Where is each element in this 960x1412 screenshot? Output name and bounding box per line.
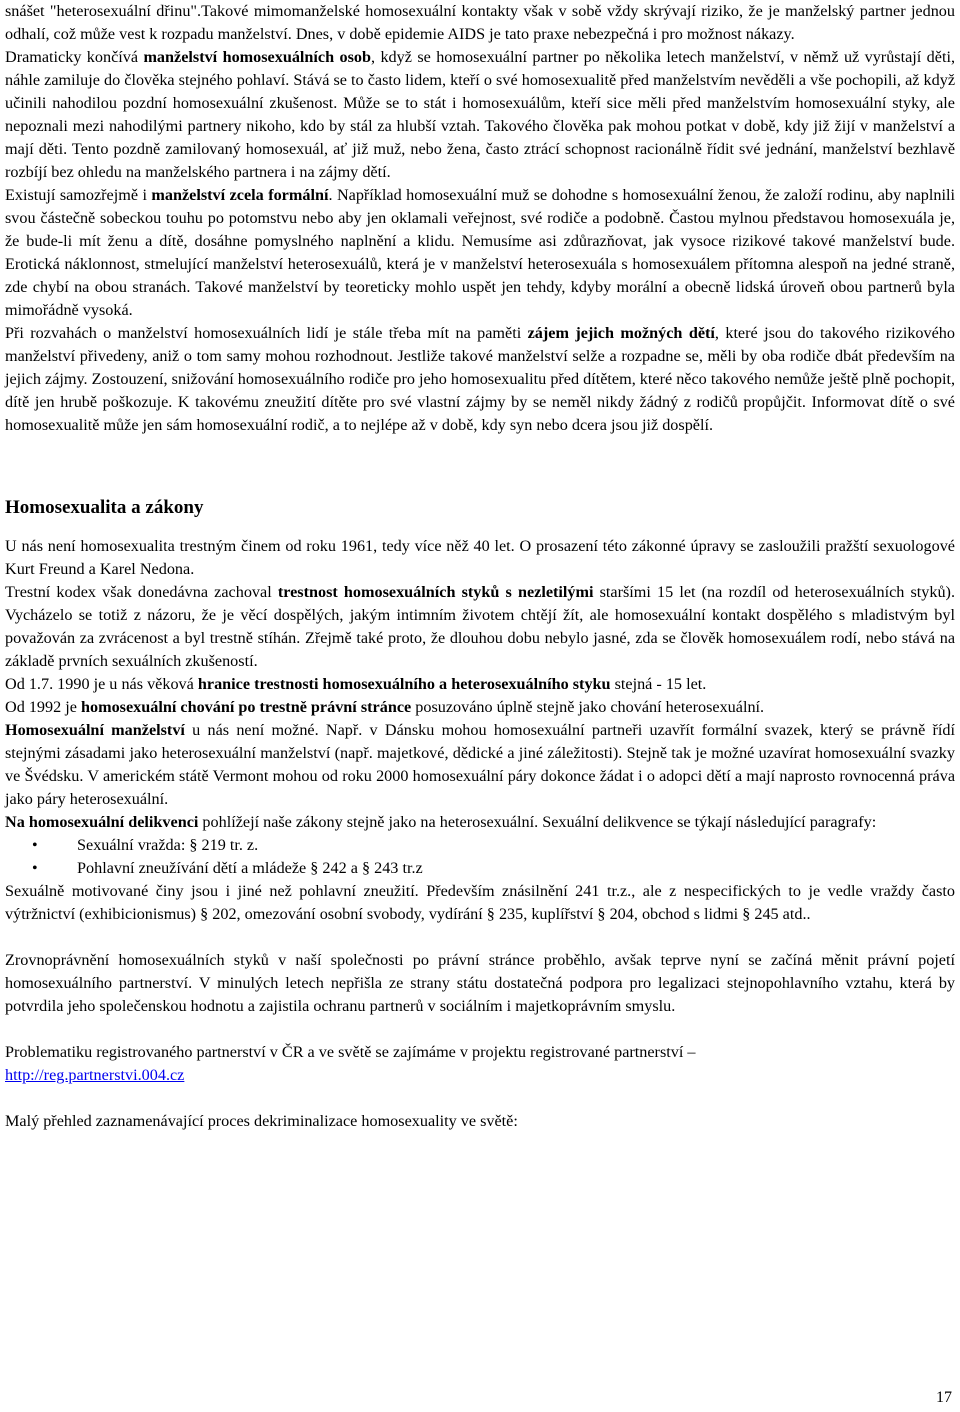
text: Trestní kodex však donedávna zachoval <box>5 583 278 601</box>
bold-term: zájem jejich možných dětí <box>527 324 715 342</box>
paragraph-dramatic-marriage <box>5 46 955 184</box>
list-item: • Sexuální vražda: § 219 tr. z. <box>5 834 955 857</box>
paragraph-marriage-law <box>5 719 955 811</box>
text: Od 1.7. 1990 je u nás věková <box>5 675 198 693</box>
paragraph-criminal-code <box>5 581 955 673</box>
paragraph-registered-partnership <box>5 1041 955 1087</box>
text: Problematiku registrovaného partnerství v ČR a ve světě se zajímáme v projektu registrované partnerství – <box>5 1043 696 1061</box>
paragraph-delinquency <box>5 811 955 834</box>
text: staršími 15 let (na rozdíl od heterosexuálních styků). Vycházelo se totiž z názoru, že je věcí dospělých, jakým intimním životem chtějí žít, ale homosexuální kontakt dospělého s mladistvým byl považován za zvrácenost a byl trestně stíhán. Zřejmě také proto, že dlouhou dobu nebylo jasné, zda se člověk homosexuálem rodí, nebo stává na základě prvních sexuálních zkušeností. <box>5 583 955 670</box>
text: Existují samozřejmě i <box>5 186 152 204</box>
text: Při rozvahách o manželství homosexuálních lidí je stále třeba mít na paměti <box>5 324 528 342</box>
paragraph-children-interest <box>5 322 955 437</box>
paragraph-1990 <box>5 673 955 696</box>
bold-term: Na homosexuální delikvenci <box>5 813 199 831</box>
paragraph-other-acts: Sexuálně motivované činy jsou i jiné než pohlavní zneužití. Především znásilnění 241 tr.z., ale z nespecifických to je vedle vraždy často výtržnictví (exhibicionismus) § 202, omezování osobní svobody, vydírání § 235, kuplířství § 204, obchod s lidmi § 245 atd.. <box>5 882 955 923</box>
paragraph-equalization: Zrovnoprávnění homosexuálních styků v naší společnosti po právní stránce proběhlo, avšak teprve nyní se začíná měnit právní pojetí homosexuálního partnerství. V minulých letech nepřišla ze strany státu dostatečná podpora pro legalizaci stejnopohlavního vztahu, která by potvrdila jeho společenskou hodnotu a zajistila ochranu partnerů v sociálním i majetkoprávním smyslu. <box>5 951 955 1015</box>
bold-term: manželství homosexuálních osob <box>143 48 372 66</box>
text: , které jsou do takového rizikového manželství přivedeny, aniž o tom samy mohou rozhodnout. Jestliže takové manželství selže a rozpadne se, měli by oba rodiče dbát především na jejich zájmy. Zostouzení, snižování homosexuálního rodiče pro jeho homosexualitu před dítětem, které něco takového nemůže ještě plně pochopit, dítě jen hrubě poškozuje. K takovému zneužití dítěte pro své vlastní zájmy by se neměl nikdy žádný z rodičů propůjčit. Informovat dítě o své homosexualitě může jen sám homosexuální rodič, a to nejlépe až v době, kdy syn nebo dcera jsou již dospělí. <box>5 324 955 434</box>
bold-term: manželství zcela formální <box>151 186 329 204</box>
text: Od 1992 je <box>5 698 81 716</box>
text: posuzováno úplně stejně jako chování heterosexuální. <box>411 698 765 716</box>
text: u nás není možné. Např. v Dánsku mohou homosexuální partneři uzavřít formální svazek, který se právně řídí stejnými zásadami jako heterosexuální manželství (např. majetkové, dědické a jiné záležitosti). Stejně tak je možné uzavírat homosexuální svazky ve Švédsku. V americkém státě Vermont mohou od roku 2000 homosexuální páry dokonce žádat i o adopci dětí a mají naprosto rovnocenná práva jako páry heterosexuální. <box>5 721 955 808</box>
text: pohlížejí naše zákony stejně jako na heterosexuální. Sexuální delikvence se týkají následující paragrafy: <box>198 813 877 831</box>
page-number: 17 <box>936 1389 952 1406</box>
paragraph-overview: Malý přehled zaznamenávající proces dekriminalizace homosexuality ve světě: <box>5 1112 518 1130</box>
list-item: • Pohlavní zneužívání dětí a mládeže § 242 a § 243 tr.z <box>5 857 955 880</box>
bold-term: trestnost homosexuálních styků s nezletilými <box>277 583 594 601</box>
bold-term: homosexuální chování po trestně právní stránce <box>80 698 412 716</box>
section-heading: Homosexualita a zákony <box>5 497 204 518</box>
paragraph-formal-marriage <box>5 184 955 322</box>
text: Dramaticky končívá <box>5 48 144 66</box>
text: , když se homosexuální partner po několika letech manželství, v němž už vyrůstají děti, náhle zamiluje do člověka stejného pohlaví. Stává se to často lidem, kteří o své homosexualitě před manželstvím nevěděli a vše pochopili, až když učinili nahodilou pozdní homosexuální zkušenost. Může se to stát i homosexuálům, kteří sice měli před manželstvím homosexuální styky, ale nepoznali mezi nahodilými partnery nikoho, kdo by stál za hlubší vztah. Takového člověka pak mohou potkat v době, kdy již žijí v manželství a mají děti. Tento pozdně zamilovaný homosexuál, ať již muž, nebo žena, často ztrácí schopnost racionálně řídit své jednání, manželství bezhlavě rozbíjí bez ohledu na manželského partnera i na zájmy dětí. <box>5 48 955 181</box>
bold-term: hranice trestnosti homosexuálního a heterosexuálního styku <box>197 675 611 693</box>
document-page <box>5 0 955 1133</box>
paragraph-1992 <box>5 696 955 719</box>
partnership-link[interactable]: http://reg.partnerstvi.004.cz <box>5 1066 185 1084</box>
paragraph-intro: snášet "heterosexuální dřinu".Takové mimomanželské homosexuální kontakty však v sobě vždy skrývají riziko, že je manželský partner jednou odhalí, což může vest k rozpadu manželství. Dnes, v době epidemie AIDS je tato praxe nebezpečná i pro možnost nákazy. <box>5 2 955 43</box>
paragraph-since-1961: U nás není homosexualita trestným činem od roku 1961, tedy více něž 40 let. O prosazení této zákonné úpravy se zasloužili pražští sexuologové Kurt Freund a Karel Nedona. <box>5 537 955 578</box>
bold-term: Homosexuální manželství <box>5 721 185 739</box>
text: . Například homosexuální muž se dohodne s homosexuální ženou, že založí rodinu, aby naplnili svou částečně sobeckou touhu po potomstvu nebo aby jen oklamali veřejnost, své rodiče a podobně. Častou mylnou představou homosexuála je, že bude-li mít ženu a dítě, dosáhne pomyslného naplnění a klidu. Nemusíme asi zdůrazňovat, jak vysoce rizikové takové manželství bude. Erotická náklonnost, stmelující manželství heterosexuálů, která je v manželství heterosexuála s homosexuálem přítomna alespoň na jedné straně, zde chybí na obou stranách. Takové manželství by teoreticky mohlo uspět jen tehdy, kdyby morální a obecně lidská úroveň obou partnerů byla mimořádně vysoká. <box>5 186 955 319</box>
text: stejná - 15 let. <box>610 675 707 693</box>
paragraph-list <box>5 834 955 880</box>
